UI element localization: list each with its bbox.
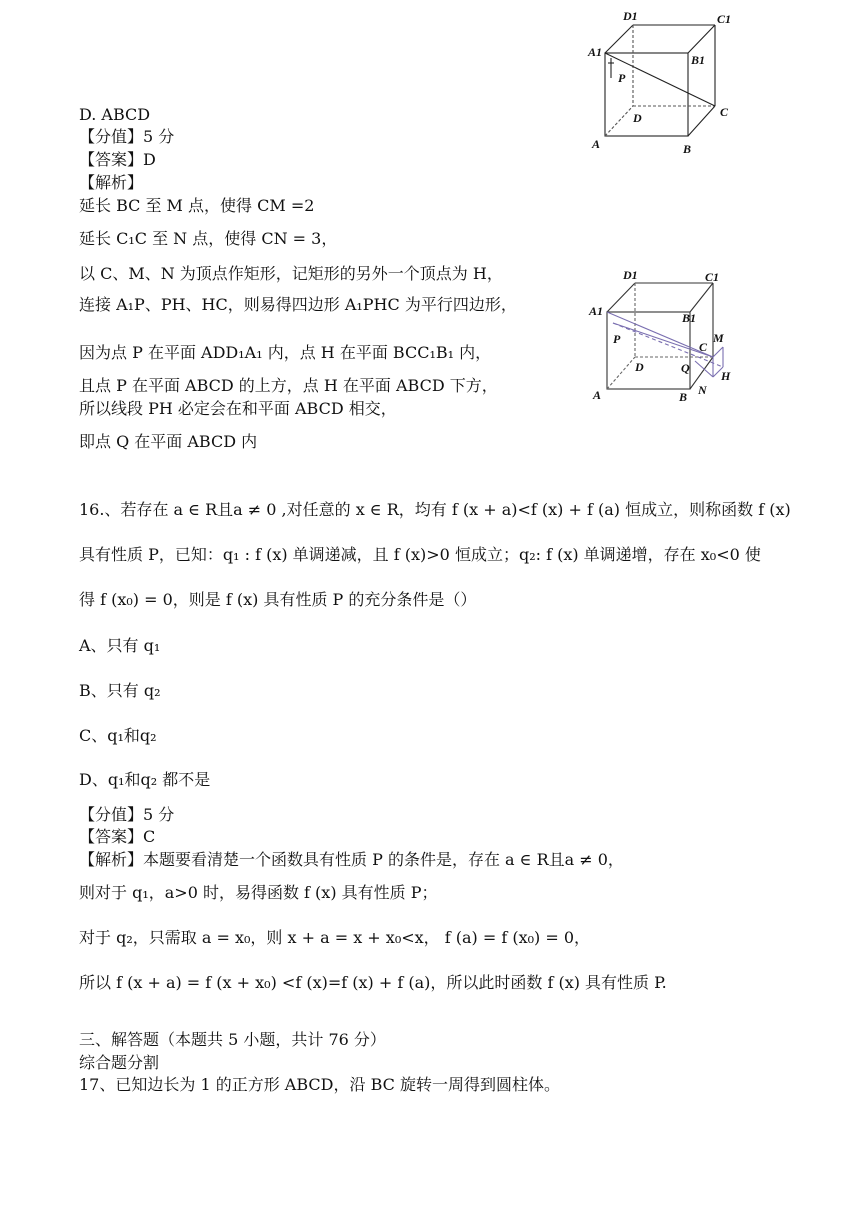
q16-stem-3: 得 f (x₀) = 0，则是 f (x) 具有性质 P 的充分条件是（） bbox=[79, 590, 477, 609]
label-c1: C1 bbox=[705, 270, 720, 284]
q16-analysis-3: 对于 q₂，只需取 a = x₀，则 x + a = x + x₀<x， f (a) = f (x₀) = 0， bbox=[79, 928, 591, 947]
label-c1: C1 bbox=[717, 12, 732, 26]
q16-stem-2: 具有性质 P，已知：q₁ : f (x) 单调递减，且 f (x)>0 恒成立；q₂: f (x) 单调递增，存在 x₀<0 使 bbox=[79, 545, 761, 564]
q15-score: 【分值】5 分 bbox=[79, 127, 175, 146]
label-b1: B1 bbox=[682, 311, 697, 325]
label-a1: A1 bbox=[588, 45, 603, 59]
q15-line-3: 以 C、M、N 为顶点作矩形，记矩形的另外一个顶点为 H， bbox=[79, 264, 503, 283]
q15-line-6: 且点 P 在平面 ABCD 的上方，点 H 在平面 ABCD 下方， bbox=[79, 376, 498, 395]
label-p: P bbox=[618, 71, 626, 85]
q16-option-a: A、只有 q₁ bbox=[79, 636, 161, 655]
label-h: H bbox=[721, 369, 731, 383]
label-d1: D1 bbox=[623, 268, 638, 282]
q16-analysis-4: 所以 f (x + a) = f (x + x₀) <f (x)=f (x) + f (a)，所以此时函数 f (x) 具有性质 P. bbox=[79, 973, 667, 992]
q16-analysis-2: 则对于 q₁，a>0 时，易得函数 f (x) 具有性质 P； bbox=[79, 883, 438, 902]
label-a: A bbox=[593, 388, 602, 402]
label-c: C bbox=[699, 340, 708, 354]
label-q: Q bbox=[681, 361, 690, 375]
q16-score: 【分值】5 分 bbox=[79, 805, 175, 824]
q15-analysis-head: 【解析】 bbox=[79, 173, 144, 192]
q15-line-2: 延长 C₁C 至 N 点，使得 CN = 3， bbox=[79, 229, 338, 248]
q15-line-5: 因为点 P 在平面 ADD₁A₁ 内，点 H 在平面 BCC₁B₁ 内， bbox=[79, 343, 492, 362]
q15-line-4: 连接 A₁P、PH、HC，则易得四边形 A₁PHC 为平行四边形， bbox=[79, 295, 517, 314]
q16-analysis-1: 【解析】本题要看清楚一个函数具有性质 P 的条件是，存在 a ∈ R且a ≠ 0， bbox=[79, 850, 624, 869]
cube-figure-1 bbox=[585, 8, 745, 158]
label-n: N bbox=[698, 383, 707, 397]
label-b: B bbox=[679, 390, 688, 404]
label-d1: D1 bbox=[623, 9, 638, 23]
label-p: P bbox=[613, 332, 621, 346]
label-a: A bbox=[592, 137, 601, 151]
label-d: D bbox=[633, 111, 642, 125]
cube-figure-2 bbox=[585, 265, 755, 420]
q15-line-8: 即点 Q 在平面 ABCD 内 bbox=[79, 432, 258, 451]
label-a1: A1 bbox=[589, 304, 604, 318]
q16-answer: 【答案】C bbox=[79, 827, 156, 846]
label-d: D bbox=[635, 360, 644, 374]
q15-line-7: 所以线段 PH 必定会在和平面 ABCD 相交， bbox=[79, 399, 397, 418]
q15-option-d: D. ABCD bbox=[79, 105, 151, 124]
section-3-heading: 三、解答题（本题共 5 小题，共计 76 分） bbox=[79, 1030, 386, 1049]
q16-option-d: D、q₁和q₂ 都不是 bbox=[79, 770, 211, 789]
q15-answer: 【答案】D bbox=[79, 150, 156, 169]
label-m: M bbox=[713, 331, 724, 345]
label-c: C bbox=[720, 105, 729, 119]
q16-stem-1: 16.、若存在 a ∈ R且a ≠ 0 ,对任意的 x ∈ R，均有 f (x + a)<f (x) + f (a) 恒成立，则称函数 f (x) bbox=[79, 500, 791, 519]
q16-option-b: B、只有 q₂ bbox=[79, 681, 161, 700]
label-b: B bbox=[683, 142, 692, 156]
q15-line-1: 延长 BC 至 M 点，使得 CM =2 bbox=[79, 196, 315, 215]
label-b1: B1 bbox=[691, 53, 706, 67]
section-3-sub: 综合题分割 bbox=[79, 1053, 160, 1072]
q17-stem: 17、已知边长为 1 的正方形 ABCD，沿 BC 旋转一周得到圆柱体。 bbox=[79, 1075, 560, 1094]
q16-option-c: C、q₁和q₂ bbox=[79, 726, 157, 745]
